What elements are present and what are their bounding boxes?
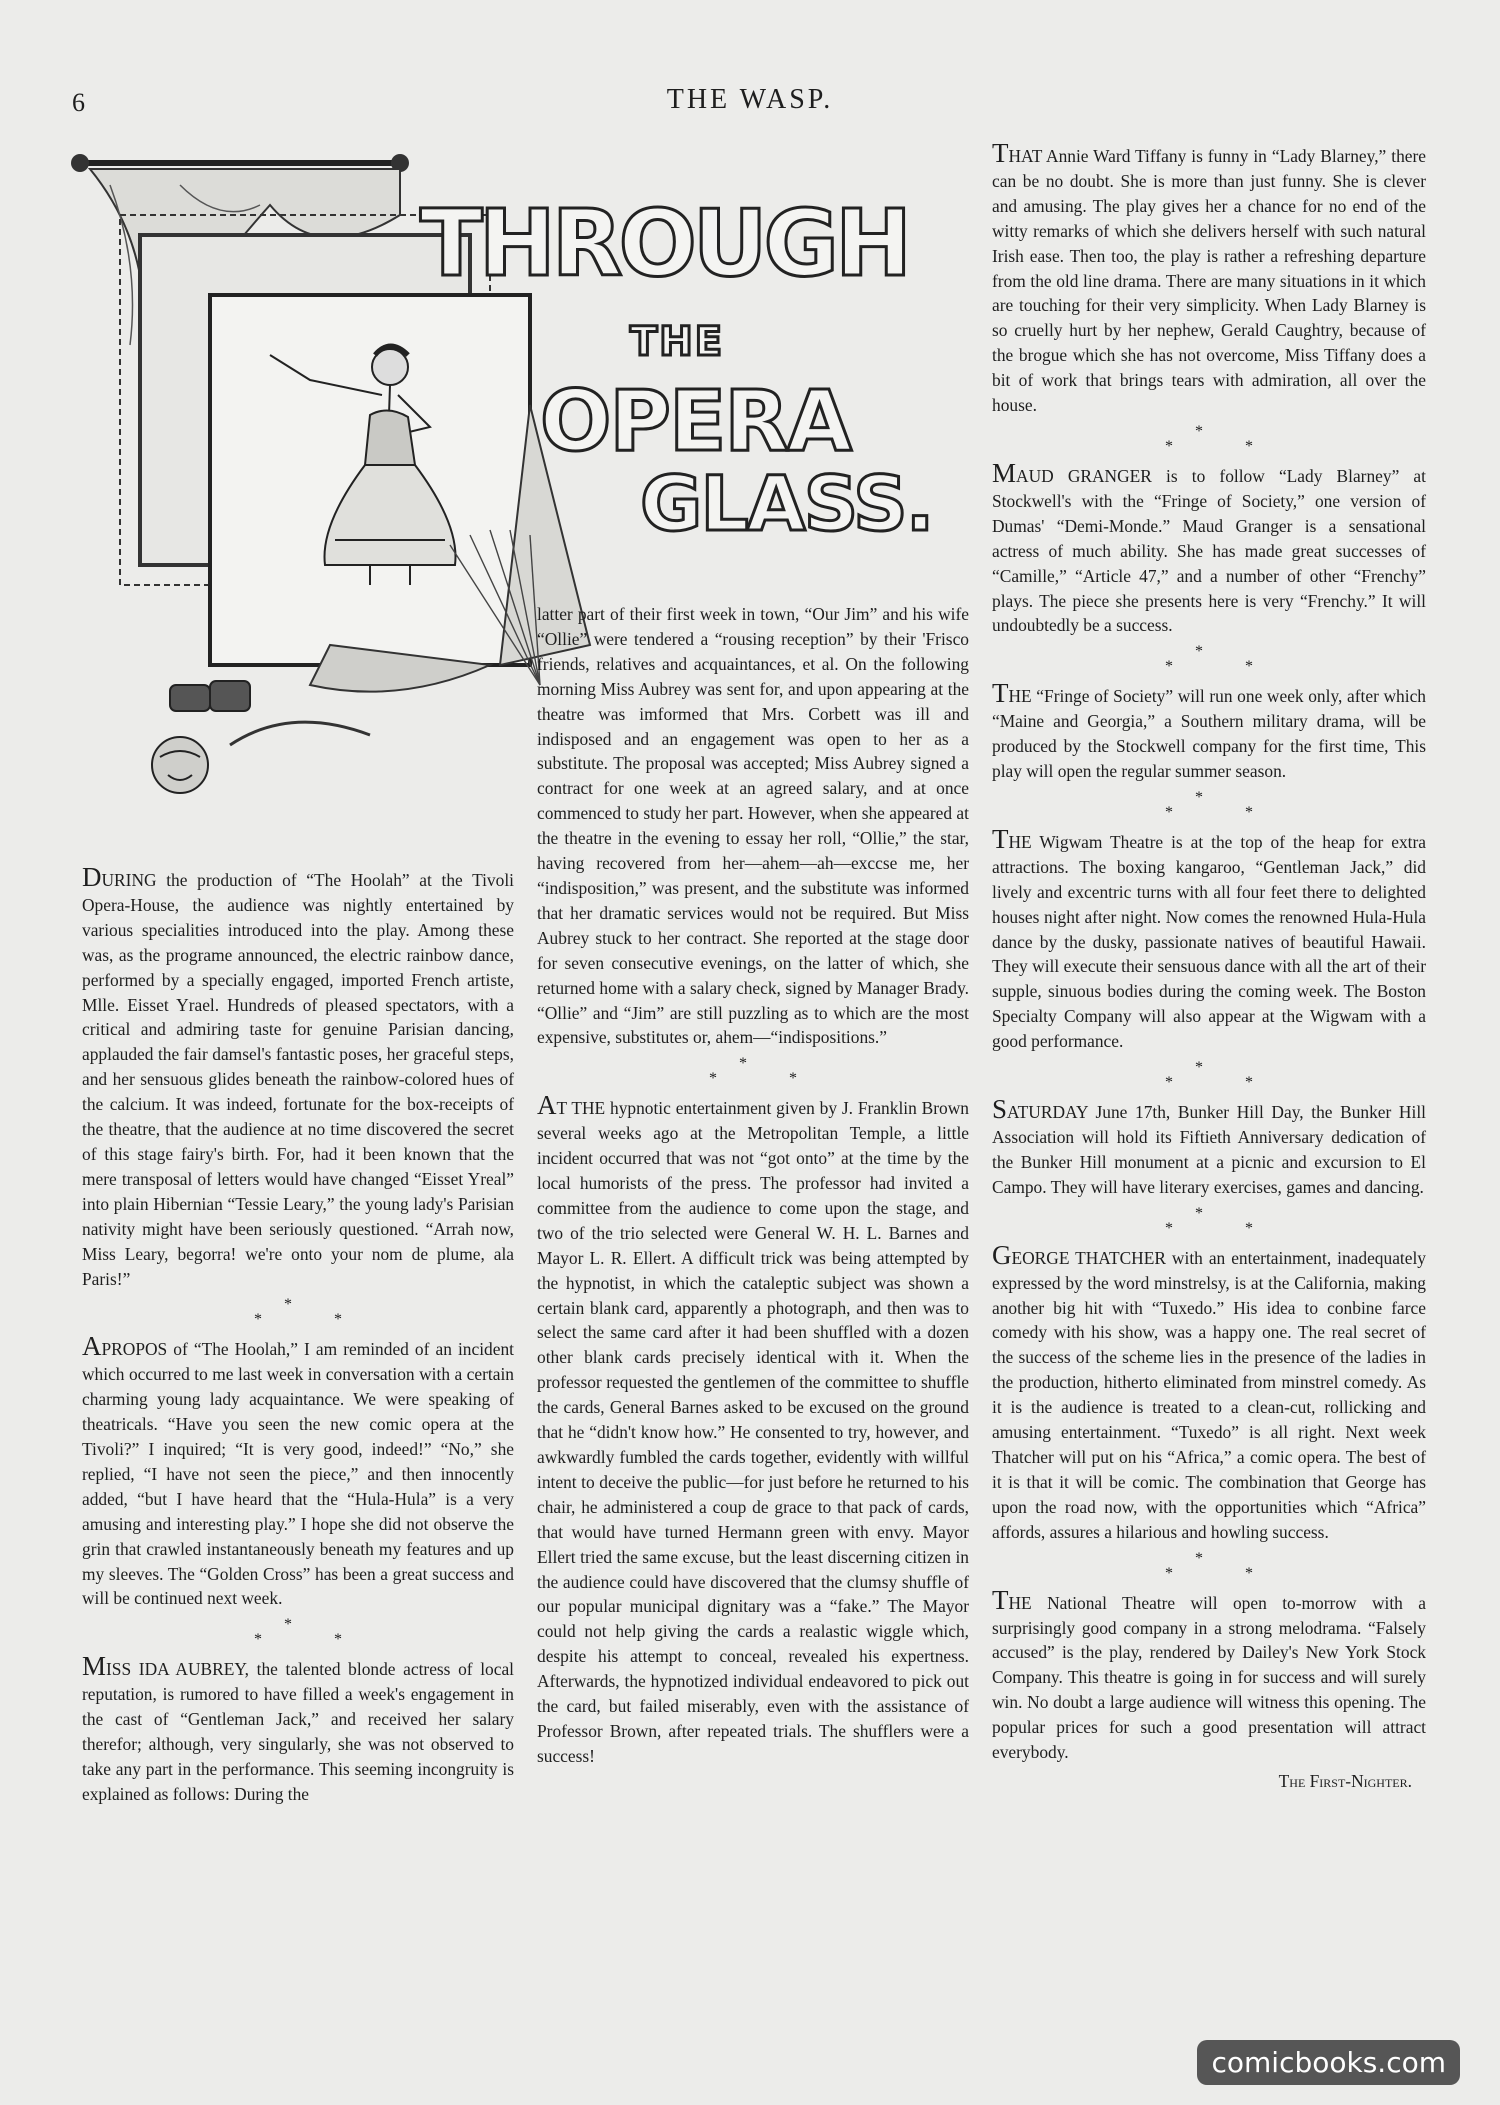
article-george-thatcher: GEORGE THATCHER with an entertainment, inadequately expressed by the word minstrelsy, is at the California, making another big hit with “Tuxedo.” His idea to conbine farce comedy with his show, was a happy one. The real secret of the success of the scheme lies in the presence of the ladies in the production, hitherto eliminated from minstrel comedy. As it is the audience is treated to a clean-cut, rollicking and amusing entertainment. “Tuxedo” is all right. Next week Thatcher will put on his “Africa,” a comic opera. The best of it is that it will be comic. The combination that George has upon the road now, with the opportunities which “Africa” affords, assures a hilarious and howling success. — [992, 1239, 1426, 1542]
title-word-opera: OPERA — [540, 372, 851, 470]
article-hypnotic-entertainment: AT THE hypnotic entertainment given by J. Franklin Brown several weeks ago at the Metropolitan Temple, a little incident occurred that was not “got onto” at the time by the local humorists of the press. The professor had invited a committee from the audience to come upon the stage, and two of the trio selected were General W. H. L. Barnes and Mayor L. R. Ellert. A difficult trick was being attempted by the hypnotist, in which the cataleptic subject was shown a certain blank card, apparently a photograph, and then was to select the same card after it had been shuffled with a dozen other blank cards precisely identical with it. When the professor requested the gentlemen of the committee to shuffle the cards, General Barnes asked to be excused on the ground that he “didn't know how.” He consented to try, however, and awkwardly fumbled the cards together, evidently with willful intent to deceive the public—for just before he returned to his chair, he administered a coup de grace to that pack of cards, that would have turned Hermann green with envy. Mayor Ellert tried the same excuse, but the least discerning citizen in the audience could have discovered that the clumsy shuffle of our popular municipal dignitary was a “fake.” The Mayor could not help giving the cards a realastic wiggle which, despite his attempt to conceal, revealed his expertness. Afterwards, the hypnotized individual endeavored to pick out the card, but failed miserably, even with the assistance of Professor Brown, after repeated trials. The shufflers were a success! — [537, 1090, 969, 1766]
article-wigwam-theatre: THE Wigwam Theatre is at the top of the heap for extra attractions. The boxing kangaroo, “Gentleman Jack,” did lively and excentric turns with all four feet there to delighted houses night after night. Now comes the renowned Hula-Hula dance by the dusky, passionate natives of beautiful Hawaii. They will execute their sensuous dance with all the art of their supple, sinuous bodies during the coming week. The Boston Specialty Company will also appear at the Wigwam with a good performance. — [992, 823, 1426, 1052]
article-ida-aubrey: MISS IDA AUBREY, the talented blonde actress of local reputation, is rumored to have filled a week's engagement in the cast of “Gentleman Jack,” and received her salary therefor; although, very singularly, she was not observed to take any part in the performance. This seeming incongruity is explained as follows: During the — [82, 1651, 514, 1804]
section-separator: * * * — [709, 1055, 831, 1088]
section-separator: * * * — [254, 1616, 376, 1649]
section-separator: * * * — [1165, 1549, 1287, 1582]
section-separator: * * * — [1165, 422, 1287, 455]
article-fringe-of-society: THE “Fringe of Society” will run one week only, after which “Maine and Georgia,” a Southern military drama, will be produced by the Stockwell company for the first time, This play will open the regular summer season. — [992, 678, 1426, 782]
title-word-the: THE — [630, 319, 725, 365]
title-word-glass: GLASS. — [640, 459, 933, 548]
section-separator: * * * — [1165, 788, 1287, 821]
page-number: 6 — [72, 88, 85, 117]
section-separator: * * * — [1165, 1059, 1287, 1092]
section-separator: * * * — [1165, 643, 1287, 676]
section-separator: * * * — [254, 1296, 376, 1329]
article-ida-aubrey-continued: latter part of their first week in town, “Our Jim” and his wife “Ollie” were tendered a “rousing reception” by their 'Frisco friends, relatives and acquaintances, et al. On the following morning Miss Aubrey was sent for, and upon appearing at the theatre was imformed that Mrs. Corbett was ill and indisposed and an engagement was open to her as a substitute. The proposal was accepted; Miss Aubrey signed a contract for one week at an agreed salary, and at once commenced to study her part. However, when she appeared at the theatre in the evening to essay her roll, “Ollie,” the star, having recovered from her—ahem—ah—exccse me, her “indisposition,” was present, and the substitute was informed that her dramatic services would not be required. But Miss Aubrey stuck to her contract. She reported at the stage door for seven consecutive evenings, on the latter of which, she returned home with a salary check, signed by Manager Brady. “Ollie” and “Jim” are still puzzling as to which are the most expensive, substitutes or, ahem—“indispositions.” — [537, 604, 969, 1048]
column-3 — [992, 138, 1426, 1794]
masthead-title: THE WASP. — [666, 84, 834, 115]
site-watermark: comicbooks.com — [1197, 2040, 1460, 2085]
article-maud-granger: MAUD GRANGER is to follow “Lady Blarney” at Stockwell's with the “Fringe of Society,” one version of Dumas' “Demi-Monde.” Maud Granger is a sensational actress of much ability. She has made great successes of “Camille,” “Article 47,” and a number of other “Frenchy” plays. The piece she presents here is very “Frenchy.” It will undoubtedly be a success. — [992, 457, 1426, 636]
article-annie-ward-tiffany: THAT Annie Ward Tiffany is funny in “Lady Blarney,” there can be no doubt. She is more than just funny. She is clever and amusing. The play gives her a chance for no end of the witty remarks of which she delivers herself with such natural Irish ease. Then too, the play is rather a refreshing departure from the old line drama. There are many situations in it which are touching for their very simplicity. When Lady Blarney is so cruelly hurt by her nephew, Gerald Caughtry, because of the brogue which she has not overcome, Miss Tiffany does a bit of work that brings tears with admiration, all over the house. — [992, 138, 1426, 416]
article-hoolah-dance: DURING the production of “The Hoolah” at the Tivoli Opera-House, the audience was nightly entertained by various specialities introduced into the play. Among these was, as the programe announced, the electric rainbow dance, performed by a specially engaged, imported French artiste, Mlle. Eisset Yrael. Hundreds of pleased spectators, with a critical and admiring taste for genuine Parisian dancing, applauded the fair damsel's fantastic poses, her graceful steps, and her sensuous glides beneath the rainbow-colored hues of the calcium. It was indeed, fortunate for the box-receipts of the theatre, that the audience at no time discovered the secret of this stage fairy's birth. For, had it been known that the mere transposal of letters would have changed “Eisset Yreal” into plain Hibernian “Tessie Leary,” the young lady's Parisian nativity might have been seriously questioned. “Arrah now, Miss Leary, begorra! we're onto your nom de plume, ala Paris!” — [82, 862, 514, 1289]
column-2 — [537, 602, 969, 1769]
article-bunker-hill-day: SATURDAY June 17th, Bunker Hill Day, the Bunker Hill Association will hold its Fiftieth Anniversary dedication of the Bunker Hill monument at a picnic and excursion to El Campo. They will have literary exercises, games and dancing. — [992, 1094, 1426, 1197]
article-apropos-hoolah: APROPOS of “The Hoolah,” I am reminded of an incident which occurred to me last week in conversation with a certain charming young lady acquaintance. We were speaking of theatricals. “Have you seen the new comic opera at the Tivoli?” I inquired; “It is very good, indeed!” “No,” she replied, “I have not seen the piece,” and then innocently added, “but I have heard that the “Hula-Hula” is a very amusing and interesting play.” I hope she did not observe the grin that crawled instantaneously beneath my features and up my sleeves. The “Golden Cross” has been a great success and will be continued next week. — [82, 1331, 514, 1609]
author-signature: The First-Nighter. — [1278, 1770, 1412, 1791]
section-separator: * * * — [1165, 1204, 1287, 1237]
article-national-theatre: THE National Theatre will open to-morrow with a surprisingly good company in a strong melodrama. “Falsely accused” is the play, rendered by Dailey's New York Stock Company. This theatre is going in for success and will surely win. No doubt a large audience will witness this opening. The popular prices for such a good presentation will attract everybody. — [992, 1584, 1426, 1763]
column-1 — [82, 862, 514, 1807]
title-word-through: THROUGH — [420, 190, 909, 297]
